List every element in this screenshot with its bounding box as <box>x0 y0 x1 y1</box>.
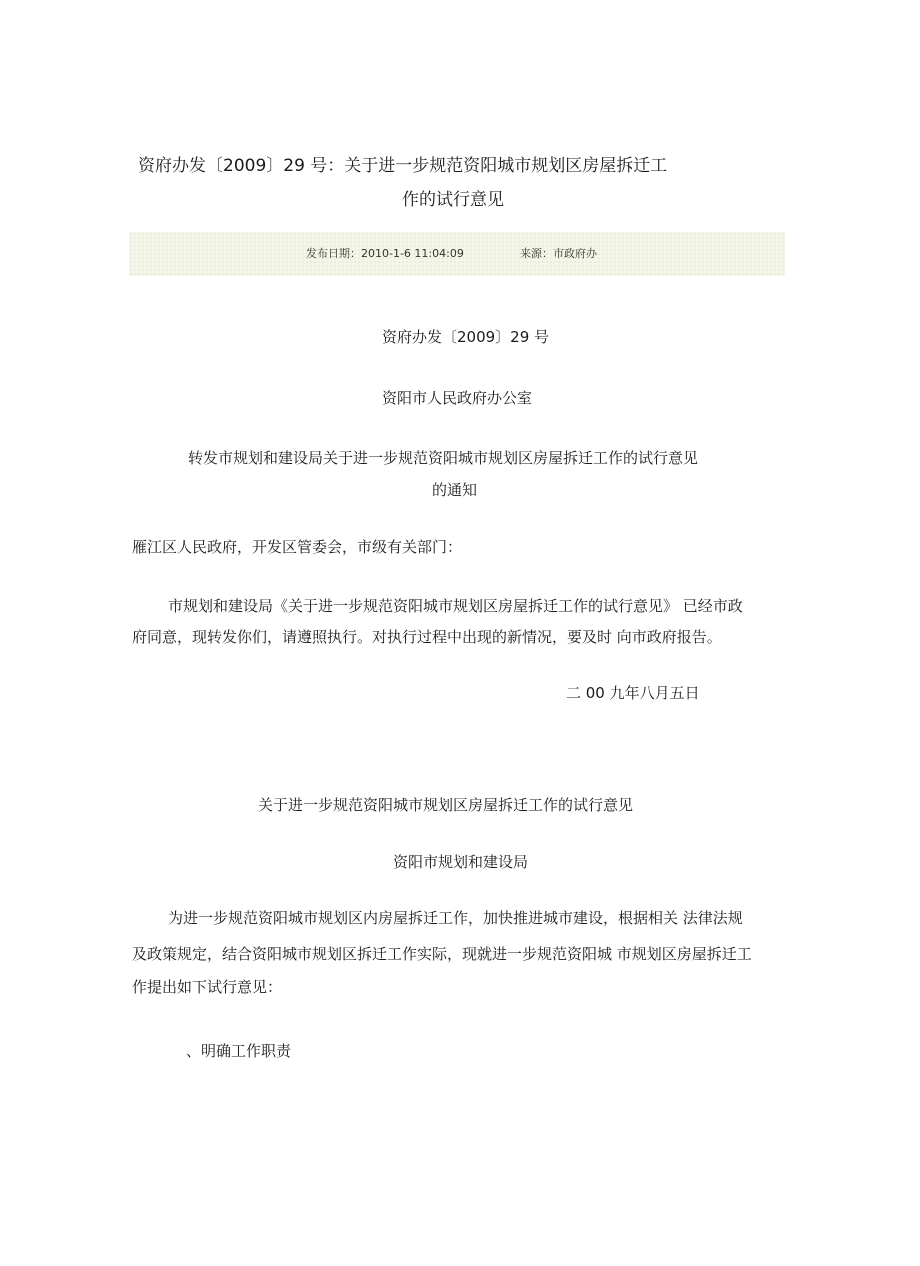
publish-date: 发布日期：2010-1-6 11:04:09 <box>306 247 464 260</box>
article-title-line1: 资府办发〔2009〕29 号：关于进一步规范资阳城市规划区房屋拆迁工 <box>138 156 668 176</box>
intro-line2: 及政策规定，结合资阳城市规划区拆迁工作实际，现就进一步规范资阳城 市规划区房屋拆迁工 <box>132 945 752 963</box>
intro-line3: 作提出如下试行意见： <box>132 978 283 996</box>
section-heading-1: 、明确工作职责 <box>186 1042 292 1060</box>
source: 来源：市政府办 <box>520 247 597 260</box>
doc-date: 二 00 九年八月五日 <box>566 684 700 702</box>
intro-line1: 为进一步规范资阳城市规划区内房屋拆迁工作，加快推进城市建设，根据相关 法律法规 <box>168 909 743 927</box>
opinion-title: 关于进一步规范资阳城市规划区房屋拆迁工作的试行意见 <box>258 796 634 814</box>
opinion-author: 资阳市规划和建设局 <box>393 853 529 871</box>
doc-number: 资府办发〔2009〕29 号 <box>382 328 550 346</box>
body-line1: 市规划和建设局《关于进一步规范资阳城市规划区房屋拆迁工作的试行意见》 已经市政 <box>168 597 743 615</box>
body-line2: 府同意，现转发你们，请遵照执行。对执行过程中出现的新情况，要及时 向市政府报告。 <box>132 628 722 646</box>
article-title-line2: 作的试行意见 <box>402 190 504 210</box>
notice-title-line2: 的通知 <box>432 481 478 499</box>
issuer: 资阳市人民政府办公室 <box>382 389 533 407</box>
notice-title-line1: 转发市规划和建设局关于进一步规范资阳城市规划区房屋拆迁工作的试行意见 <box>188 449 699 467</box>
salutation: 雁江区人民政府，开发区管委会，市级有关部门： <box>132 538 463 556</box>
